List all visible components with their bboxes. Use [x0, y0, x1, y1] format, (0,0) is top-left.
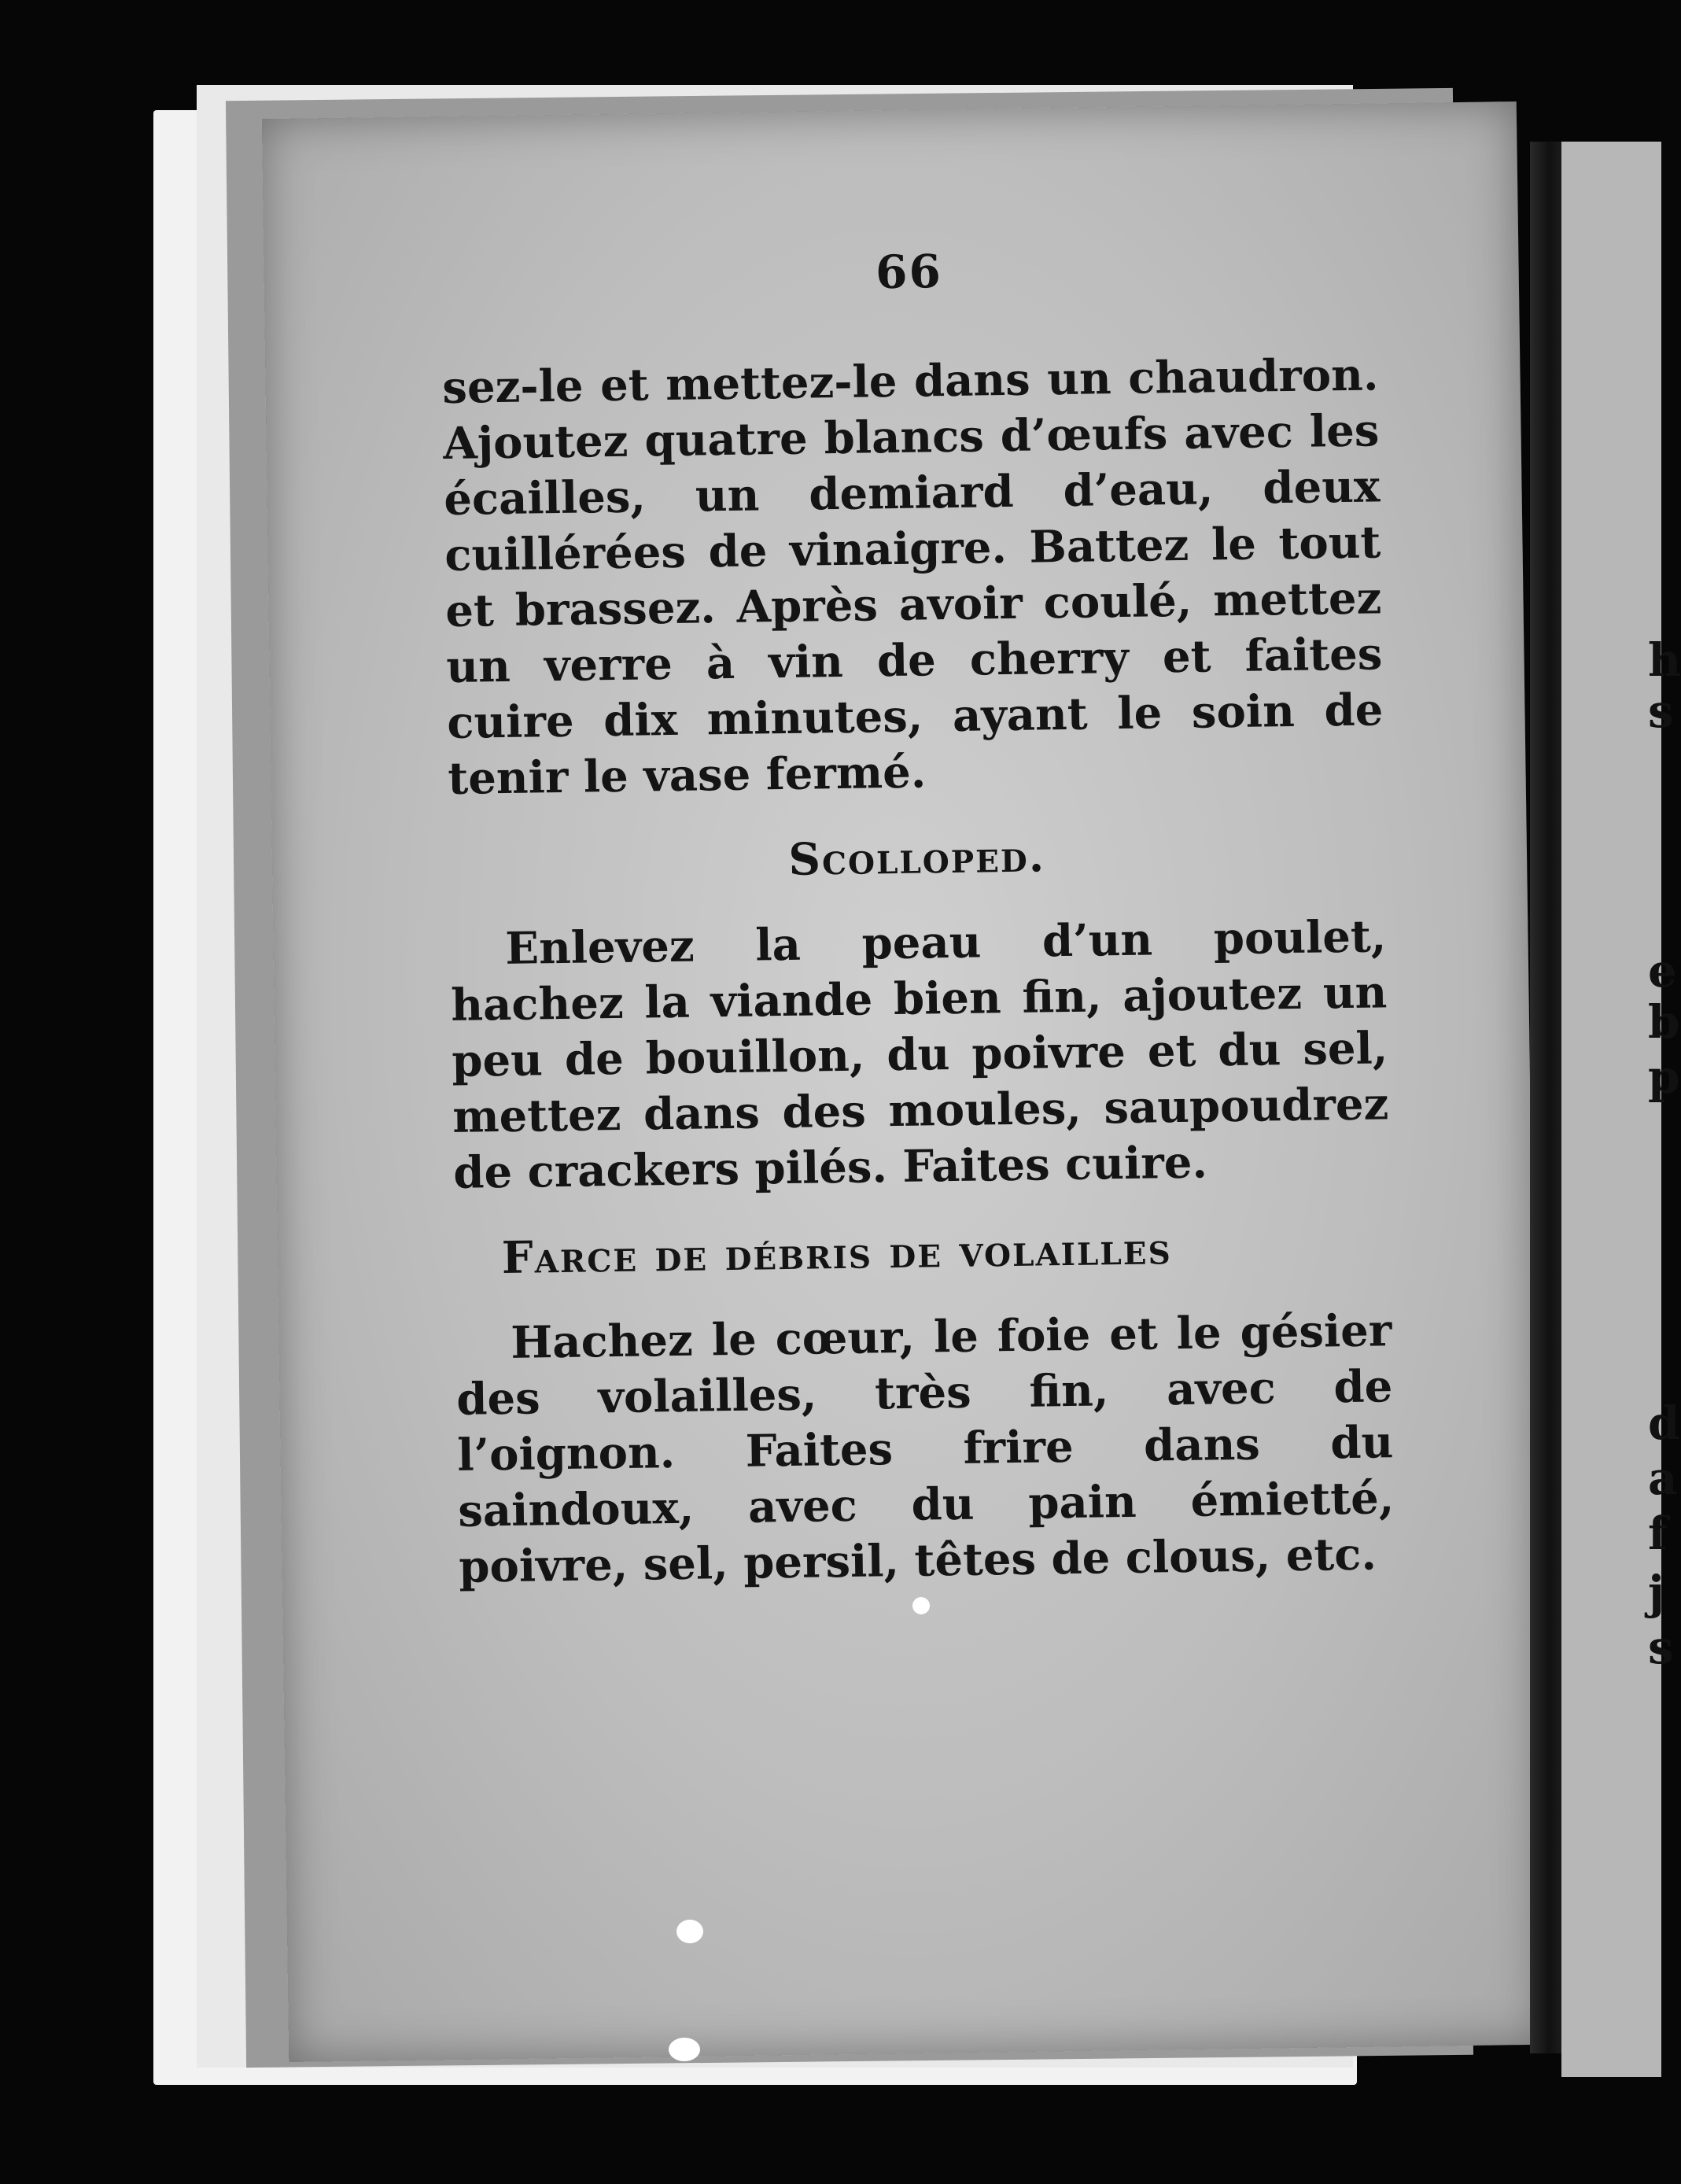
scan-speck: [912, 1597, 930, 1614]
scan-speck: [676, 1920, 703, 1943]
section-body-farce: Hachez le cœur, le foie et le gésier des volailles, très fin, avec de l’oignon. Faites frire dans du saindoux, avec du pain émietté, poivre, sel, persil, têtes de clous, etc.: [455, 1304, 1395, 1593]
intro-paragraph: sez-le et mettez-le dans un chaudron. Ajoutez quatre blancs d’œufs avec les écailles, un demiard d’eau, deux cuillérées de vinaigre. Battez le tout et brassez. Après avoir coulé, mettez un verre à vin de cherry et faites cuire dix minutes, ayant le soin de tenir le vase fermé.: [441, 349, 1384, 805]
page-number: 66: [875, 245, 943, 300]
section-body-scolloped: Enlevez la peau d’un poulet, hachez la viande bien fin, ajoutez un peu de bouillon, du poivre et du sel, mettez dans des moules, saupoudrez de crackers pilés. Faites cuire.: [450, 910, 1389, 1199]
scan-speck: [669, 2038, 700, 2061]
next-page-char: s: [1648, 1621, 1674, 1674]
next-page-char: b: [1648, 995, 1680, 1049]
page-text: [441, 238, 1395, 1595]
next-page-char: f: [1648, 1507, 1668, 1560]
section-heading-scolloped: Scolloped.: [788, 830, 1046, 886]
next-page-edge: [1561, 142, 1681, 2077]
next-page-char: h: [1648, 633, 1681, 687]
next-page-char: e: [1648, 944, 1677, 998]
section-heading-farce: Farce de débris de volailles: [501, 1223, 1173, 1285]
next-page-char: d: [1648, 1396, 1680, 1450]
next-page-char: p: [1648, 1050, 1680, 1104]
next-page-char: j: [1648, 1566, 1664, 1619]
book-gutter: [1530, 142, 1561, 2053]
next-page-char: s: [1648, 684, 1674, 738]
next-page-char: a: [1648, 1452, 1678, 1505]
